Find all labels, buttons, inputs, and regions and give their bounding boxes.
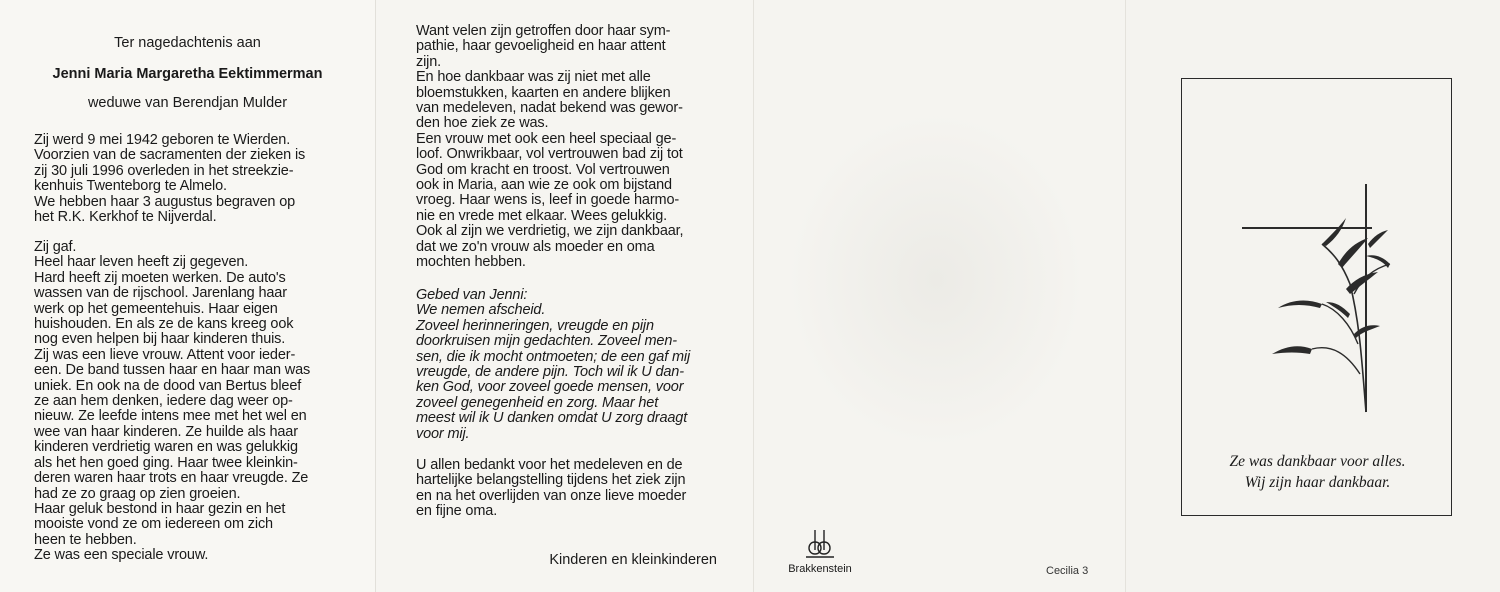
text-line: God om kracht en troost. Vol vertrouwen <box>416 161 670 178</box>
text-line: nog even helpen bij haar kinderen thuis. <box>34 331 286 348</box>
front-quote <box>1182 451 1453 493</box>
brakkenstein-logo-icon <box>803 528 837 560</box>
text-line: had ze zo graag op zien groeien. <box>34 485 241 502</box>
text-line: en na het overlijden van onze lieve moeder <box>416 487 687 504</box>
text-line: voor mij. <box>416 425 470 442</box>
text-line: zijn. <box>416 53 442 70</box>
text-line: zoveel genegenheid en zorg. Maar het <box>416 394 659 411</box>
text-line: het R.K. Kerkhof te Nijverdal. <box>34 209 217 226</box>
text-line: van medeleven, nadat bekend was gewor- <box>416 100 683 117</box>
text-line: Gebed van Jenni: <box>416 287 528 303</box>
text-line: We nemen afscheid. <box>416 302 546 319</box>
text-line: nie en vrede met elkaar. Wees gelukkig. <box>416 207 667 224</box>
text-line: U allen bedankt voor het medeleven en de <box>416 457 683 473</box>
quote-line: Ze was dankbaar voor alles. <box>1229 453 1406 470</box>
publisher-logo <box>784 528 856 575</box>
text-line: doorkruisen mijn gedachten. Zoveel men- <box>416 333 677 350</box>
text-line: sen, die ik mocht ontmoeten; de een gaf mij <box>416 348 691 365</box>
text-line: Heel haar leven heeft zij gegeven. <box>34 254 249 271</box>
cross-with-grass-icon <box>1242 184 1392 414</box>
card-panel-left <box>0 0 375 592</box>
text-line: kinderen verdrietig waren en was gelukkig <box>34 439 298 456</box>
text-line: pathie, haar gevoeligheid en haar attent <box>416 38 666 55</box>
text-line: We hebben haar 3 augustus begraven op <box>34 193 296 210</box>
text-line: vroeg. Haar wens is, leef in goede harmo- <box>416 192 680 209</box>
text-line: loof. Onwrikbaar, vol vertrouwen bad zij tot <box>416 146 683 163</box>
text-line: Ook al zijn we verdrietig, we zijn dankbaar, <box>416 223 684 240</box>
text-line: werk op het gemeentehuis. Haar eigen <box>34 300 278 317</box>
widow-line: weduwe van Berendjan Mulder <box>87 95 288 111</box>
card-panel-middle-left <box>375 0 753 592</box>
text-line: en fijne oma. <box>416 503 498 520</box>
text-line: bloemstukken, kaarten en andere blijken <box>416 84 671 101</box>
deceased-name: Jenni Maria Margaretha Eektimmerman <box>52 66 323 82</box>
text-line: als het hen goed ging. Haar twee kleinkin- <box>34 454 298 471</box>
thanks-paragraph <box>416 458 718 520</box>
text-line: Want velen zijn getroffen door haar sym- <box>416 23 671 39</box>
text-line: wee van haar kinderen. Ze huilde als haar <box>34 423 298 440</box>
text-line: den hoe ziek ze was. <box>416 115 549 132</box>
text-line: hartelijke belangstelling tijdens het ziek zijn <box>416 472 686 489</box>
text-line: Een vrouw met ook een heel speciaal ge- <box>416 130 677 147</box>
text-line: mooiste vond ze om iedereen om zich <box>34 516 273 533</box>
text-line: ook in Maria, aan wie ze ook om bijstand <box>416 177 672 194</box>
text-line: Zij was een lieve vrouw. Attent voor ieder- <box>34 346 296 363</box>
quote-line: Wij zijn haar dankbaar. <box>1244 474 1391 491</box>
text-line: dat we zo'n vrouw als moeder en oma <box>416 238 655 255</box>
front-frame <box>1181 78 1452 516</box>
text-line: Hard heeft zij moeten werken. De auto's <box>34 269 286 286</box>
card-reference: Cecilia 3 <box>1046 565 1089 577</box>
faint-watermark <box>786 110 1086 450</box>
text-line: ze aan hem denken, iedere dag weer op- <box>34 393 293 410</box>
text-line: Zij werd 9 mei 1942 geboren te Wierden. <box>34 132 291 148</box>
text-line: Haar geluk bestond in haar gezin en het <box>34 500 286 517</box>
tribute-paragraph <box>34 240 336 564</box>
text-line: ken God, voor zoveel goede mensen, voor <box>416 379 684 396</box>
publisher-name: Brakkenstein <box>788 563 852 575</box>
text-line: Ze was een speciale vrouw. <box>34 547 209 564</box>
text-line: Zoveel herinneringen, vreugde en pijn <box>416 317 654 334</box>
text-line: zij 30 juli 1996 overleden in het streekzie- <box>34 162 294 179</box>
text-line: heen te hebben. <box>34 531 137 548</box>
text-line: meest wil ik U danken omdat U zorg draagt <box>416 410 688 427</box>
prayer-paragraph <box>416 288 718 442</box>
text-line: deren waren haar trots en haar vreugde. Ze <box>34 470 309 487</box>
text-line: mochten hebben. <box>416 254 526 271</box>
text-line: wassen van de rijschool. Jarenlang haar <box>34 285 287 302</box>
text-line: vreugde, de andere pijn. Toch wil ik U dan- <box>416 364 684 381</box>
text-line: Voorzien van de sacramenten der zieken is <box>34 147 306 164</box>
card-panel-back <box>753 0 1125 592</box>
gratitude-paragraph <box>416 24 718 271</box>
text-line: huishouden. En als ze de kans kreeg ook <box>34 316 294 333</box>
text-line: kenhuis Twenteborg te Almelo. <box>34 178 227 195</box>
text-line: uniek. En ook na de dood van Bertus bleef <box>34 377 302 394</box>
memorial-intro: Ter nagedachtenis aan <box>114 35 261 51</box>
text-line: Zij gaf. <box>34 239 77 255</box>
family-signature: Kinderen en kleinkinderen <box>549 552 717 568</box>
text-line: nieuw. Ze leefde intens mee met het wel en <box>34 408 307 425</box>
text-line: een. De band tussen haar en haar man was <box>34 362 311 379</box>
text-line: En hoe dankbaar was zij niet met alle <box>416 69 651 86</box>
biography-paragraph <box>34 133 336 225</box>
card-panel-front <box>1125 0 1500 592</box>
